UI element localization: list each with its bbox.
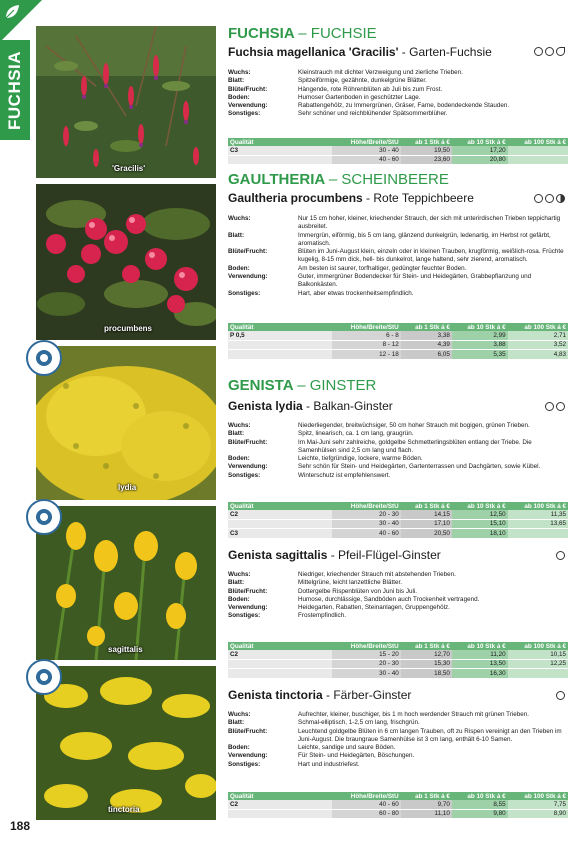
table-cell: 6 - 8 <box>332 331 401 340</box>
price-table <box>228 323 568 360</box>
species-heading: Genista lydia - Balkan-Ginster <box>228 399 393 413</box>
table-header-cell: ab 1 Stk á € <box>401 792 452 800</box>
description-value: Spitz, linearisch, ca. 1 cm lang, graugrün. <box>298 430 414 438</box>
description-key: Wuchs: <box>228 215 251 222</box>
description-value: Rabattengehölz, zu Immergrünen, Gräser, Farne, bodendeckende Stauden. <box>298 102 510 110</box>
description-row <box>228 290 568 298</box>
leaf-icon <box>3 3 21 21</box>
table-cell: 4,83 <box>508 350 568 360</box>
table-cell: 12,50 <box>452 510 508 519</box>
price-table <box>228 642 568 679</box>
table-cell <box>228 809 332 819</box>
description-value: Niedriger, kriechender Strauch mit abstehenden Trieben. <box>298 571 456 578</box>
table-cell: 8,90 <box>508 809 568 819</box>
description-value: Nur 15 cm hoher, kleiner, kriechender Strauch, der sich mit unterirdischen Trieben teppichartig ausbreitet. <box>298 215 561 231</box>
table-row <box>228 659 568 669</box>
table-cell: 11,10 <box>401 809 452 819</box>
description-row <box>228 455 568 463</box>
price-table <box>228 792 568 819</box>
table-row <box>228 809 568 819</box>
table-row <box>228 340 568 350</box>
description-value: Für Stein- und Heidegärten, Böschungen. <box>298 752 415 760</box>
table-cell: C2 <box>228 800 332 809</box>
description-value: Hängende, rote Röhrenblüten ab Juli bis zum Frost. <box>298 85 443 93</box>
description-value: Heidegarten, Rabatten, Steinanlagen, Gruppengehölz. <box>298 604 450 612</box>
description-row <box>228 472 568 480</box>
table-cell: 13,65 <box>508 519 568 529</box>
description-key: Blüte/Frucht: <box>228 727 268 735</box>
description-row <box>228 422 568 430</box>
description-value: Guter, immergrüner Bodendecker für Stein- und Heidegärten, Grabbepflanzung und Balkonkästen. <box>298 273 532 289</box>
description-value: Dottergelbe Rispenblüten von Juni bis Juli. <box>298 587 418 595</box>
description-row <box>228 77 568 85</box>
table-row <box>228 350 568 360</box>
table-cell: 9,80 <box>452 809 508 819</box>
table-header-row <box>228 323 568 331</box>
table-header-row <box>228 642 568 650</box>
description-row <box>228 728 568 745</box>
table-cell: 16,30 <box>452 669 508 679</box>
description-value: Humoser Gartenboden in geschützter Lage. <box>298 93 421 101</box>
description-value: Leuchtend goldgelbe Blüten in 6 cm langen Trauben, oft zu Rispen vereinigt an den Trieben im Juni-August. Die braungraue Samenhülse ist 3 cm lang, enthält 6-10 Samen. <box>298 727 562 743</box>
table-row <box>228 146 568 155</box>
table-header-cell: Qualität <box>228 323 332 331</box>
description-value: Spitzeiförmige, gezähnte, dunkelgrüne Blätter. <box>298 77 427 85</box>
description-key: Boden: <box>228 744 250 752</box>
description-key: Wuchs: <box>228 571 251 578</box>
species-heading: Genista sagittalis - Pfeil-Flügel-Ginster <box>228 548 441 562</box>
gaultheria-plant-illustration <box>36 184 216 340</box>
description-block <box>228 215 568 298</box>
genus-heading: GAULTHERIA – SCHEINBEERE <box>228 171 449 188</box>
table-cell: 20,80 <box>452 155 508 165</box>
table-header-cell: ab 100 Stk á € <box>508 502 568 510</box>
table-header-cell: Qualität <box>228 138 332 146</box>
leaf-icon <box>556 47 565 56</box>
genus-heading: GENISTA – GINSTER <box>228 377 377 394</box>
table-cell: C3 <box>228 146 332 155</box>
description-row <box>228 273 568 290</box>
description-key: Blüte/Frucht: <box>228 438 268 446</box>
table-cell: 30 - 40 <box>332 519 401 529</box>
description-row <box>228 110 568 118</box>
description-row <box>228 430 568 438</box>
description-key: Sonstiges: <box>228 760 261 768</box>
description-key: Sonstiges: <box>228 471 261 479</box>
description-key: Wuchs: <box>228 422 251 429</box>
table-cell: C2 <box>228 510 332 519</box>
side-tab-label: FUCHSIA <box>5 50 24 130</box>
table-header-cell: ab 10 Stk á € <box>452 323 508 331</box>
table-cell: 60 - 80 <box>332 809 401 819</box>
table-cell: 18,10 <box>452 529 508 539</box>
table-cell <box>508 155 568 165</box>
table-cell: 10,15 <box>508 650 568 659</box>
photo-gaultheria <box>36 184 216 340</box>
description-value: Winterschutz ist empfehlenswert. <box>298 471 391 479</box>
description-row <box>228 69 568 77</box>
table-header-cell: ab 100 Stk á € <box>508 642 568 650</box>
description-row <box>228 571 568 579</box>
table-cell: 20 - 30 <box>332 510 401 519</box>
shade-icon <box>556 194 565 203</box>
photo-genista-lydia <box>36 346 216 500</box>
table-header-row <box>228 792 568 800</box>
table-cell: 17,10 <box>401 519 452 529</box>
table-cell <box>228 155 332 165</box>
table-cell <box>228 350 332 360</box>
table-header-cell: ab 10 Stk á € <box>452 502 508 510</box>
side-tab <box>0 40 30 140</box>
table-row <box>228 510 568 519</box>
table-cell: 5,35 <box>452 350 508 360</box>
sun-icon <box>545 402 554 411</box>
sun-icon <box>534 194 543 203</box>
description-value: Hart, aber etwas trockenheitsempfindlich. <box>298 289 414 297</box>
page-number: 188 <box>10 819 31 833</box>
description-key: Blatt: <box>228 231 245 239</box>
description-key: Boden: <box>228 595 250 603</box>
sun-icon <box>534 47 543 56</box>
table-row <box>228 155 568 165</box>
table-row <box>228 650 568 659</box>
table-cell: 15 - 20 <box>332 650 401 659</box>
genus-heading: FUCHSIA – FUCHSIE <box>228 25 377 42</box>
price-table <box>228 502 568 539</box>
table-cell: 9,70 <box>401 800 452 809</box>
table-cell: 11,35 <box>508 510 568 519</box>
table-cell: 17,20 <box>452 146 508 155</box>
description-key: Sonstiges: <box>228 110 261 118</box>
table-cell: 4,39 <box>401 340 452 350</box>
description-row <box>228 579 568 587</box>
table-cell: 8,55 <box>452 800 508 809</box>
location-symbols <box>532 45 565 57</box>
description-key: Blüte/Frucht: <box>228 85 268 93</box>
table-cell: 30 - 40 <box>332 669 401 679</box>
description-key: Blüte/Frucht: <box>228 248 268 256</box>
table-cell: 30 - 40 <box>332 146 401 155</box>
description-row <box>228 248 568 265</box>
table-header-cell: ab 10 Stk á € <box>452 792 508 800</box>
description-row <box>228 439 568 456</box>
table-row <box>228 519 568 529</box>
table-header-cell: ab 1 Stk á € <box>401 323 452 331</box>
table-header-cell: ab 10 Stk á € <box>452 138 508 146</box>
photo-genista-tinctoria <box>36 666 216 820</box>
table-cell: 12 - 18 <box>332 350 401 360</box>
table-row <box>228 800 568 809</box>
table-cell: 13,50 <box>452 659 508 669</box>
photo-genista-sagittalis <box>36 506 216 660</box>
description-row <box>228 86 568 94</box>
table-cell: 15,30 <box>401 659 452 669</box>
table-cell: 3,38 <box>401 331 452 340</box>
location-symbols <box>532 192 565 204</box>
description-key: Blatt: <box>228 579 245 587</box>
table-header-cell: ab 1 Stk á € <box>401 138 452 146</box>
badge-icon <box>26 499 62 535</box>
table-cell: 11,20 <box>452 650 508 659</box>
table-header-cell: Höhe/Breite/StU <box>332 792 401 800</box>
description-value: Leichte, tiefgründige, lockere, warme Böden. <box>298 455 423 463</box>
description-key: Boden: <box>228 455 250 463</box>
table-cell: 40 - 60 <box>332 800 401 809</box>
table-cell: C3 <box>228 529 332 539</box>
description-row <box>228 612 568 620</box>
description-block <box>228 69 568 119</box>
table-header-row <box>228 138 568 146</box>
table-cell: 20 - 30 <box>332 659 401 669</box>
description-value: Sehr schön für Stein- und Heidegärten, Gartenterrassen und Dachgärten, sowie Kübel. <box>298 463 541 471</box>
description-key: Verwendung: <box>228 752 268 760</box>
description-row <box>228 102 568 110</box>
table-header-cell: Höhe/Breite/StU <box>332 138 401 146</box>
badge-icon <box>26 659 62 695</box>
species-heading: Fuchsia magellanica 'Gracilis' - Garten-Fuchsie <box>228 45 492 59</box>
table-header-cell: Qualität <box>228 642 332 650</box>
table-cell: 18,50 <box>401 669 452 679</box>
description-row <box>228 719 568 727</box>
table-header-cell: Höhe/Breite/StU <box>332 642 401 650</box>
sun-icon <box>556 551 565 560</box>
description-key: Verwendung: <box>228 463 268 471</box>
description-key: Blatt: <box>228 77 245 85</box>
price-table <box>228 138 568 165</box>
fuchsia-plant-illustration <box>36 26 216 178</box>
table-cell: 40 - 60 <box>332 155 401 165</box>
description-block <box>228 711 568 769</box>
sun-icon <box>556 691 565 700</box>
table-row <box>228 331 568 340</box>
description-key: Blüte/Frucht: <box>228 587 268 595</box>
table-cell: 23,60 <box>401 155 452 165</box>
description-block <box>228 422 568 480</box>
table-cell: 6,05 <box>401 350 452 360</box>
table-cell <box>508 529 568 539</box>
description-value: Humose, durchlässige, Sandböden auch Trockenheit vertragend. <box>298 595 480 603</box>
description-key: Verwendung: <box>228 604 268 612</box>
photo-caption: 'Gracilis' <box>112 164 146 173</box>
table-header-cell: ab 1 Stk á € <box>401 642 452 650</box>
photo-caption: tinctoria <box>108 805 140 814</box>
table-header-row <box>228 502 568 510</box>
description-row <box>228 232 568 249</box>
table-cell <box>228 669 332 679</box>
description-key: Wuchs: <box>228 69 251 76</box>
description-value: Am besten ist saurer, torfhaltiger, gedüngter feuchter Boden. <box>298 264 467 272</box>
description-key: Sonstiges: <box>228 612 261 620</box>
table-row <box>228 669 568 679</box>
description-key: Verwendung: <box>228 102 268 110</box>
table-cell: P 0,5 <box>228 331 332 340</box>
halfshade-icon <box>545 47 554 56</box>
description-value: Hart und industriefest. <box>298 760 360 768</box>
description-row <box>228 744 568 752</box>
table-cell: 12,25 <box>508 659 568 669</box>
description-value: Frostempfindlich. <box>298 612 346 620</box>
table-header-cell: Höhe/Breite/StU <box>332 323 401 331</box>
table-header-cell: ab 1 Stk á € <box>401 502 452 510</box>
description-row <box>228 761 568 769</box>
table-header-cell: ab 10 Stk á € <box>452 642 508 650</box>
table-cell: 19,50 <box>401 146 452 155</box>
table-cell: 3,88 <box>452 340 508 350</box>
table-cell <box>508 669 568 679</box>
description-row <box>228 463 568 471</box>
description-key: Blatt: <box>228 719 245 727</box>
description-value: Schmal-elliptisch, 1-2,5 cm lang, frischgrün. <box>298 719 420 727</box>
location-symbols <box>554 689 565 701</box>
table-cell: 20,50 <box>401 529 452 539</box>
genista-sagittalis-illustration <box>36 506 216 660</box>
description-value: Aufrechter, kleiner, buschiger, bis 1 m hoch werdender Strauch mit grünen Trieben. <box>298 711 530 718</box>
location-symbols <box>554 549 565 561</box>
description-block <box>228 571 568 621</box>
description-value: Immergrün, eiförmig, bis 5 cm lang, glänzend dunkelgrün, ledenartig, im Herbst rot gefärbt, aromatisch. <box>298 231 551 247</box>
table-cell <box>228 659 332 669</box>
table-cell: 14,15 <box>401 510 452 519</box>
description-row <box>228 94 568 102</box>
photo-caption: procumbens <box>104 324 153 333</box>
table-cell: 2,71 <box>508 331 568 340</box>
table-cell: 15,10 <box>452 519 508 529</box>
table-cell <box>228 340 332 350</box>
genista-lydia-illustration <box>36 346 216 500</box>
table-header-cell: Höhe/Breite/StU <box>332 502 401 510</box>
genista-tinctoria-illustration <box>36 666 216 820</box>
table-cell: 40 - 60 <box>332 529 401 539</box>
table-cell: 7,75 <box>508 800 568 809</box>
description-value: Kleinstrauch mit dichter Verzweigung und zierliche Trieben. <box>298 69 463 76</box>
photo-fuchsia <box>36 26 216 178</box>
description-row <box>228 711 568 719</box>
description-key: Verwendung: <box>228 273 268 281</box>
description-row <box>228 604 568 612</box>
description-value: Mittelgrüne, leicht lanzettliche Blätter. <box>298 579 402 587</box>
photo-caption: lydia <box>118 483 137 492</box>
species-heading: Gaultheria procumbens - Rote Teppichbeere <box>228 191 474 205</box>
description-value: Sehr schöner und reichblühender Spätsommerblüher. <box>298 110 448 118</box>
description-row <box>228 596 568 604</box>
description-value: Leichte, sandige und saure Böden. <box>298 744 396 752</box>
table-header-cell: ab 100 Stk á € <box>508 138 568 146</box>
table-cell: 3,52 <box>508 340 568 350</box>
table-cell: C2 <box>228 650 332 659</box>
description-row <box>228 265 568 273</box>
description-value: Im Mai-Juni sehr zahlreiche, goldgelbe Schmetterlingsblüten entlang der Triebe. Die Samenhülsen sind 2,5 cm lang und flach. <box>298 438 532 454</box>
table-header-cell: Qualität <box>228 502 332 510</box>
table-cell <box>508 146 568 155</box>
badge-icon <box>26 340 62 376</box>
description-row <box>228 588 568 596</box>
description-key: Boden: <box>228 264 250 272</box>
table-cell: 8 - 12 <box>332 340 401 350</box>
halfshade-icon <box>545 194 554 203</box>
description-value: Blüten im Juni-August klein, einzeln oder in kleinen Trauben, krugförmig, weißlich-rosa. Früchte kugelig, 8-15 mm dick, hell- bis dunkelrot, lange haltend, sehr zierend, aromatisch. <box>298 248 564 264</box>
species-heading: Genista tinctoria - Färber-Ginster <box>228 688 412 702</box>
table-cell: 12,70 <box>401 650 452 659</box>
halfshade-icon <box>556 402 565 411</box>
table-header-cell: Qualität <box>228 792 332 800</box>
location-symbols <box>543 400 565 412</box>
table-header-cell: ab 100 Stk á € <box>508 792 568 800</box>
description-key: Sonstiges: <box>228 289 261 297</box>
table-cell: 2,99 <box>452 331 508 340</box>
table-cell <box>228 519 332 529</box>
table-row <box>228 529 568 539</box>
description-value: Niederliegender, breitwüchsiger, 50 cm hoher Strauch mit bogigen, grünen Trieben. <box>298 422 530 429</box>
description-key: Wuchs: <box>228 711 251 718</box>
description-key: Boden: <box>228 93 250 101</box>
table-header-cell: ab 100 Stk á € <box>508 323 568 331</box>
photo-caption: sagittalis <box>108 645 143 654</box>
description-row <box>228 752 568 760</box>
description-row <box>228 215 568 232</box>
description-key: Blatt: <box>228 430 245 438</box>
